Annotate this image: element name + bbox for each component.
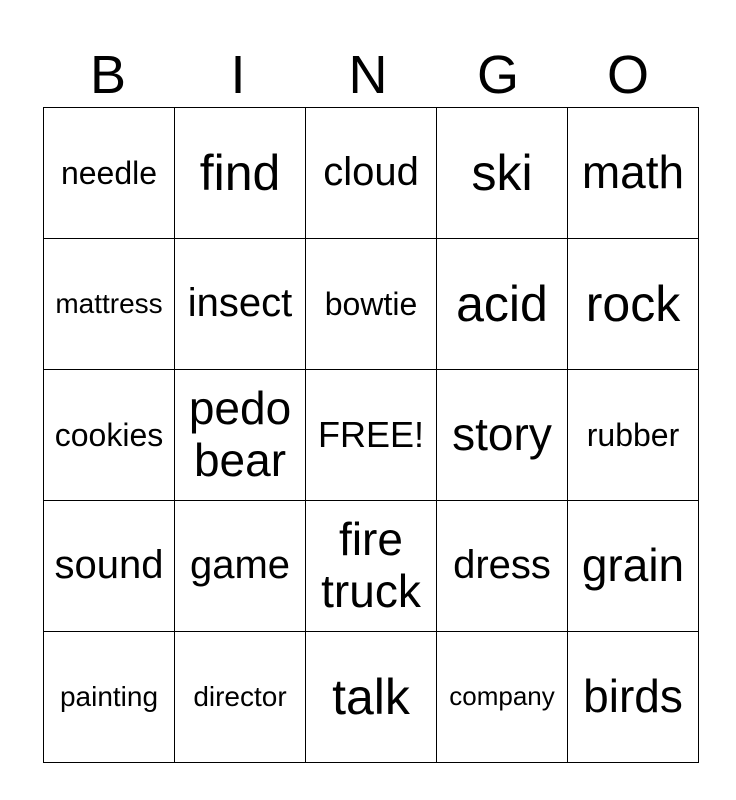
bingo-cell[interactable]: acid: [437, 239, 568, 370]
header-letter-g: G: [476, 45, 519, 105]
bingo-cell[interactable]: ski: [437, 108, 568, 239]
bingo-cell[interactable]: insect: [175, 239, 306, 370]
bingo-cell[interactable]: company: [437, 632, 568, 763]
bingo-cell[interactable]: story: [437, 370, 568, 501]
bingo-cell[interactable]: pedo bear: [175, 370, 306, 501]
board-row: [44, 239, 699, 370]
header-letter-n: N: [348, 45, 388, 105]
bingo-cell[interactable]: dress: [437, 501, 568, 632]
bingo-cell[interactable]: cloud: [306, 108, 437, 239]
bingo-cell[interactable]: fire truck: [306, 501, 437, 632]
bingo-cell[interactable]: birds: [568, 632, 699, 763]
header-letter-i: I: [230, 45, 246, 105]
bingo-cell[interactable]: painting: [44, 632, 175, 763]
bingo-cell[interactable]: cookies: [44, 370, 175, 501]
bingo-cell[interactable]: sound: [44, 501, 175, 632]
bingo-cell[interactable]: grain: [568, 501, 699, 632]
header-letter-o: O: [606, 45, 649, 105]
bingo-cell[interactable]: director: [175, 632, 306, 763]
bingo-cell[interactable]: game: [175, 501, 306, 632]
bingo-cell[interactable]: talk: [306, 632, 437, 763]
bingo-cell[interactable]: rubber: [568, 370, 699, 501]
bingo-cell[interactable]: math: [568, 108, 699, 239]
bingo-header: [43, 44, 693, 106]
board-row: [44, 501, 699, 632]
board-row: [44, 108, 699, 239]
bingo-cell[interactable]: find: [175, 108, 306, 239]
bingo-cell[interactable]: needle: [44, 108, 175, 239]
bingo-cell[interactable]: rock: [568, 239, 699, 370]
board-row: [44, 632, 699, 763]
header-letter-b: B: [89, 45, 127, 105]
bingo-cell[interactable]: bowtie: [306, 239, 437, 370]
free-space-cell[interactable]: FREE!: [306, 370, 437, 501]
bingo-board: [43, 107, 699, 763]
board-row: [44, 370, 699, 501]
bingo-cell[interactable]: mattress: [44, 239, 175, 370]
